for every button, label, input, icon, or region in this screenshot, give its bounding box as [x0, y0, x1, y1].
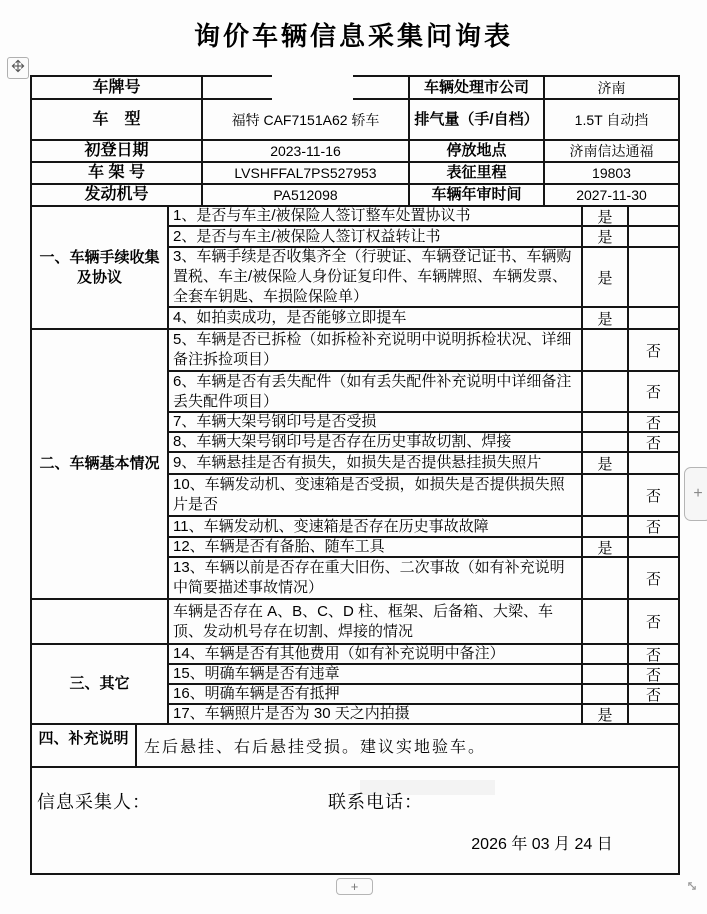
- answer-yes-cell: [583, 372, 629, 413]
- answer-yes-cell: 是: [583, 538, 629, 558]
- inspection-value: 2027-11-30: [545, 185, 678, 207]
- answer-yes-cell: [583, 413, 629, 433]
- question-text: 4、如拍卖成功，是否能够立即提车: [169, 308, 583, 330]
- section-1-label: 一、车辆手续收集及协议: [32, 207, 169, 330]
- question-text: 3、车辆手续是否收集齐全（行驶证、车辆登记证书、车辆购置税、车主/被保险人身份证复印件、车辆牌照、车辆发票、全套车钥匙、车损险保险单）: [169, 248, 583, 308]
- collector-label: 信息采集人：: [37, 792, 151, 812]
- move-icon: [10, 58, 26, 79]
- answer-no-cell: 否: [629, 600, 678, 645]
- signature-area: [32, 768, 678, 873]
- answer-yes-cell: [583, 600, 629, 645]
- mileage-value: 19803: [545, 163, 678, 185]
- insert-button[interactable]: +: [336, 878, 373, 895]
- redaction-patch: [272, 70, 353, 101]
- answer-no-cell: [629, 705, 678, 725]
- first-reg-label: 初登日期: [32, 141, 203, 163]
- answer-yes-cell: 是: [583, 248, 629, 308]
- model-value: 福特 CAF7151A62 轿车: [203, 100, 410, 141]
- question-text: 16、明确车辆是否有抵押: [169, 685, 583, 705]
- answer-no-cell: 否: [629, 475, 678, 517]
- answer-yes-cell: [583, 665, 629, 685]
- answer-no-cell: [629, 207, 678, 227]
- question-text: 1、是否与车主/被保险人签订整车处置协议书: [169, 207, 583, 227]
- insert-row-button[interactable]: +: [684, 467, 707, 521]
- mileage-label: 表征里程: [410, 163, 545, 185]
- answer-yes-cell: [583, 517, 629, 538]
- answer-yes-cell: [583, 685, 629, 705]
- vin-value: LVSHFFAL7PS527953: [203, 163, 410, 185]
- first-reg-value: 2023-11-16: [203, 141, 410, 163]
- answer-no-cell: 否: [629, 558, 678, 600]
- displacement-label: 排气量（手/自档）: [410, 100, 545, 141]
- answer-no-cell: [629, 538, 678, 558]
- question-text: 5、车辆是否已拆检（如拆检补充说明中说明拆检状况、详细备注拆捡项目）: [169, 330, 583, 372]
- supplementary-block: [32, 725, 678, 768]
- question-text: 15、明确车辆是否有违章: [169, 665, 583, 685]
- question-text: 13、车辆以前是否存在重大旧伤、二次事故（如有补充说明中简要描述事故情况）: [169, 558, 583, 600]
- supplementary-notes: 左后悬挂、右后悬挂受损。建议实地验车。: [137, 725, 678, 768]
- question-text: 10、车辆发动机、变速箱是否受损，如损失是否提供损失照片是否: [169, 475, 583, 517]
- vehicle-info-table: [30, 75, 680, 875]
- model-label: 车 型: [32, 100, 203, 141]
- city-company-value: 济南: [545, 77, 678, 100]
- answer-yes-cell: 是: [583, 207, 629, 227]
- answer-no-cell: 否: [629, 413, 678, 433]
- answer-no-cell: [629, 308, 678, 330]
- plate-label: 车牌号: [32, 77, 203, 100]
- answer-no-cell: [629, 227, 678, 248]
- displacement-value: 1.5T 自动挡: [545, 100, 678, 141]
- question-text: 12、车辆是否有备胎、随车工具: [169, 538, 583, 558]
- question-text: 7、车辆大架号钢印号是否受损: [169, 413, 583, 433]
- answer-no-cell: [629, 248, 678, 308]
- question-text: 17、车辆照片是否为 30 天之内拍摄: [169, 705, 583, 725]
- engine-no-label: 发动机号: [32, 185, 203, 207]
- parking-label: 停放地点: [410, 141, 545, 163]
- answer-no-cell: 否: [629, 433, 678, 453]
- question-text: 车辆是否存在 A、B、C、D 柱、框架、后备箱、大梁、车顶、发动机号存在切割、焊接的情况: [169, 600, 583, 645]
- question-text: 11、车辆发动机、变速箱是否存在历史事故故障: [169, 517, 583, 538]
- answer-yes-cell: 是: [583, 308, 629, 330]
- section-4-label: 四、补充说明: [32, 725, 137, 768]
- questions-block: [32, 207, 678, 725]
- answer-yes-cell: 是: [583, 227, 629, 248]
- answer-no-cell: 否: [629, 372, 678, 413]
- answer-no-cell: [629, 453, 678, 475]
- engine-no-value: PA512098: [203, 185, 410, 207]
- answer-yes-cell: [583, 475, 629, 517]
- answer-yes-cell: [583, 645, 629, 665]
- vin-label: 车 架 号: [32, 163, 203, 185]
- question-text: 9、车辆悬挂是否有损失，如损失是否提供悬挂损失照片: [169, 453, 583, 475]
- parking-value: 济南信达通福: [545, 141, 678, 163]
- answer-yes-cell: 是: [583, 705, 629, 725]
- resize-diagonal-icon: [684, 878, 700, 899]
- question-text: 14、车辆是否有其他费用（如有补充说明中备注）: [169, 645, 583, 665]
- answer-no-cell: 否: [629, 330, 678, 372]
- page-title: 询价车辆信息采集问询表: [193, 21, 513, 51]
- question-text: 6、车辆是否有丢失配件（如有丢失配件补充说明中详细备注丢失配件项目）: [169, 372, 583, 413]
- city-company-label: 车辆处理市公司: [410, 77, 545, 100]
- answer-no-cell: 否: [629, 517, 678, 538]
- info-block: [32, 77, 678, 207]
- section-3-label: 三、其它: [32, 645, 169, 725]
- section-2-label: 二、车辆基本情况: [32, 330, 169, 600]
- resize-handle[interactable]: [681, 877, 703, 899]
- question-text: 2、是否与车主/被保险人签订权益转让书: [169, 227, 583, 248]
- answer-yes-cell: [583, 433, 629, 453]
- answer-no-cell: 否: [629, 665, 678, 685]
- question-text: 8、车辆大架号钢印号是否存在历史事故切割、焊接: [169, 433, 583, 453]
- answer-yes-cell: 是: [583, 453, 629, 475]
- date-text: 2026 年 03 月 24 日: [471, 836, 613, 853]
- answer-yes-cell: [583, 330, 629, 372]
- answer-no-cell: 否: [629, 645, 678, 665]
- section-empty-cell: [32, 600, 169, 645]
- answer-no-cell: 否: [629, 685, 678, 705]
- phone-label: 联系电话：: [328, 792, 423, 812]
- inspection-label: 车辆年审时间: [410, 185, 545, 207]
- answer-yes-cell: [583, 558, 629, 600]
- table-move-handle[interactable]: [7, 57, 29, 79]
